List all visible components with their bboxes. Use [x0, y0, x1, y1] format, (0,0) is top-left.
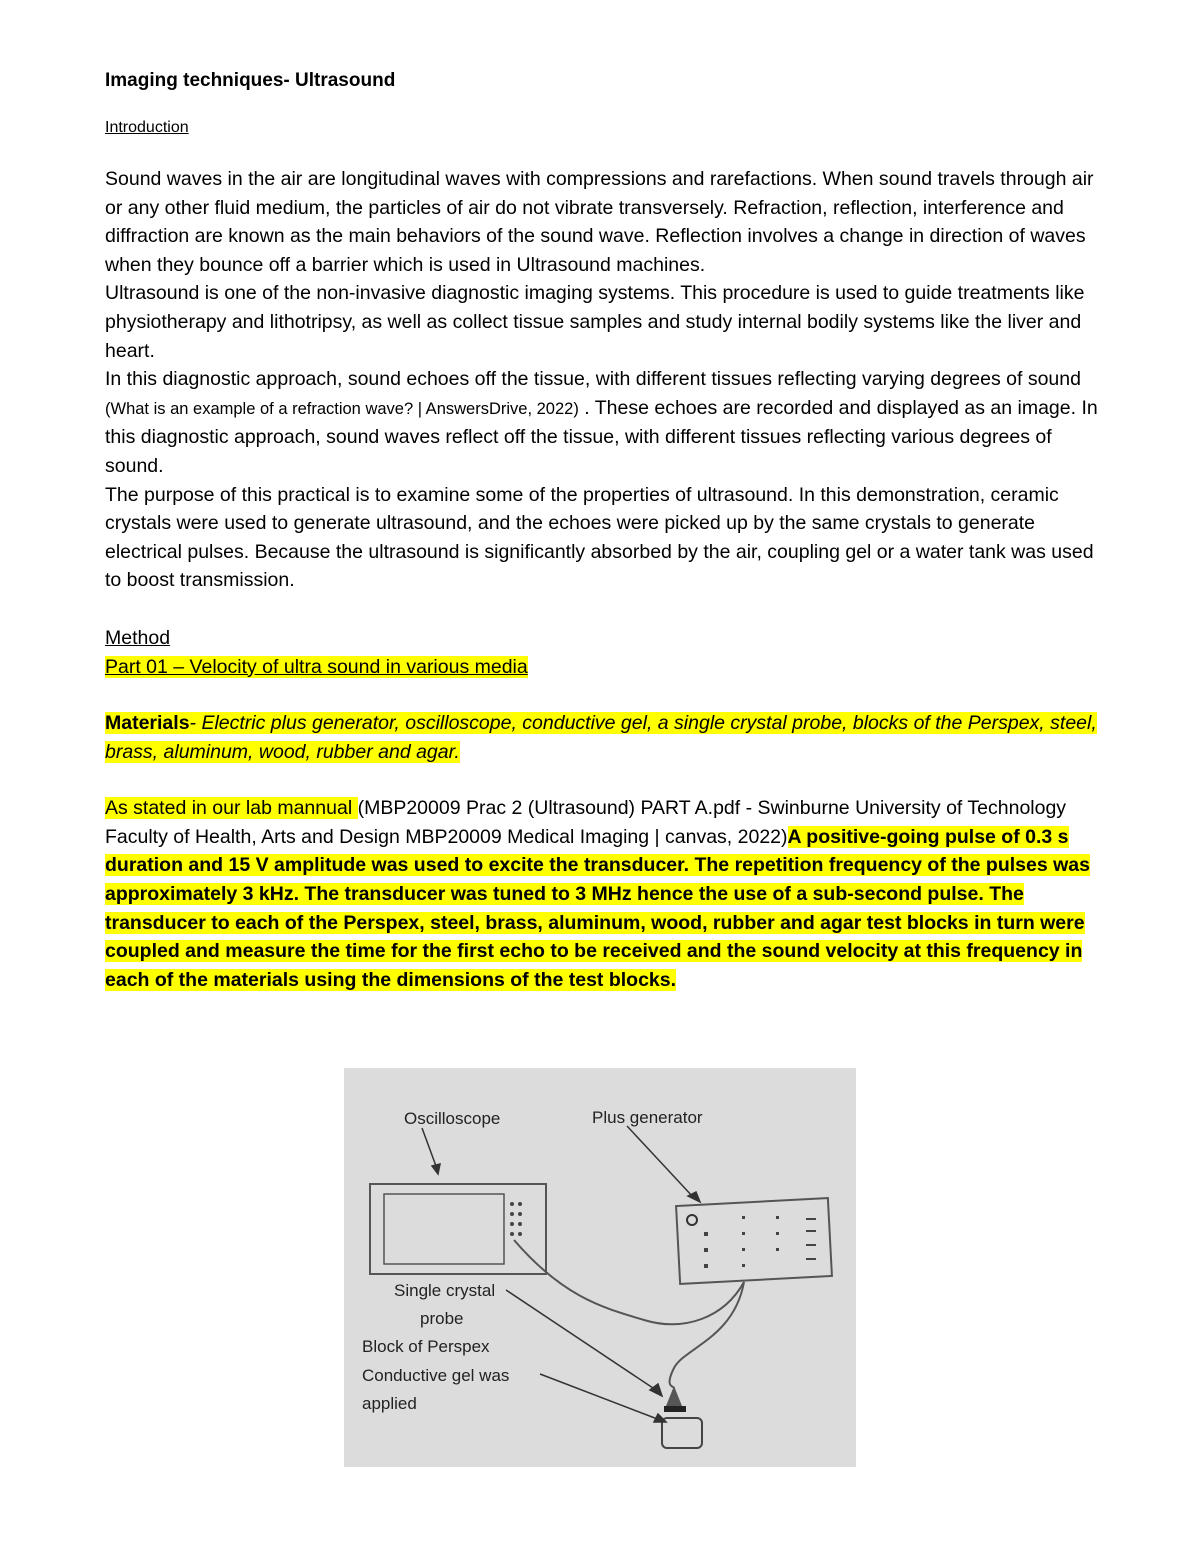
generator-outline: [676, 1198, 832, 1284]
intro-paragraph-3-text-a: In this diagnostic approach, sound echoes off the tissue, with different tissues reflecting varying degrees of sound: [105, 368, 1081, 391]
generator-knobs: [704, 1216, 816, 1268]
label-gel-line-2: applied: [362, 1394, 417, 1413]
label-oscilloscope: Oscilloscope: [404, 1109, 501, 1128]
perspex-block: [662, 1418, 702, 1448]
method-heading: Method: [105, 626, 171, 649]
intro-paragraph-3-text-b: . These echoes are recorded and displayed as an image. In this diagnostic approach, sound waves reflect off the tissue, with different tissues reflecting various degrees of sound.: [105, 396, 1098, 477]
introduction-body: [105, 165, 1105, 595]
probe-icon: [666, 1386, 682, 1406]
apparatus-drawing: [344, 1068, 856, 1467]
materials-paragraph: [105, 709, 1105, 766]
intro-paragraph-4: The purpose of this practical is to examine some of the properties of ultrasound. In this demonstration, ceramic crystals were used to generate ultrasound, and the echoes were picked up by the same crystals to generate electrical pulses. Because the ultrasound is significantly absorbed by the air, coupling gel or a water tank was used to boost transmission.: [105, 483, 1094, 592]
label-probe-line-1: Single crystal: [394, 1281, 496, 1300]
part01-heading: Part 01 – Velocity of ultra sound in various media: [105, 655, 528, 678]
oscilloscope-knobs: [510, 1202, 522, 1236]
label-block: Block of Perspex: [362, 1337, 490, 1356]
oscilloscope-screen: [384, 1194, 504, 1264]
label-generator: Plus generator: [592, 1108, 703, 1127]
label-gel-line-1: Conductive gel was: [362, 1366, 510, 1385]
oscilloscope-outline: [370, 1184, 546, 1274]
citation-lab-manual: (MBP20009 Prac 2 (Ultrasound) PART A.pdf - Swinburne University of Technology Faculty of Health, Arts and Design MBP20009 Medical Imaging | canvas, 2022): [105, 797, 1067, 848]
gel-layer: [664, 1406, 686, 1412]
lab-manual-paragraph: [105, 794, 1105, 994]
materials-list: - Electric plus generator, oscilloscope, conductive gel, a single crystal probe, blocks of the Perspex, steel, brass, aluminum, wood, rubber and agar.: [105, 712, 1097, 763]
apparatus-sketch: [344, 1068, 856, 1467]
label-probe-line-2: probe: [420, 1309, 464, 1328]
lab-manual-procedure: A positive-going pulse of 0.3 s duration and 15 V amplitude was used to excite the transducer. The repetition frequency of the pulses was approximately 3 kHz. The transducer was tuned to 3 MHz hence the use of a sub-second pulse. The transducer to each of the Perspex, steel, brass, aluminum, wood, rubber and agar test blocks in turn were coupled and measure the time for the first echo to be received and the sound velocity at this frequency in each of the materials using the dimensions of the test blocks.: [105, 825, 1090, 991]
generator-dial: [687, 1215, 697, 1225]
intro-paragraph-2: Ultrasound is one of the non-invasive diagnostic imaging systems. This procedure is used to guide treatments like physiotherapy and lithotripsy, as well as collect tissue samples and study internal bodily systems like the liver and heart.: [105, 282, 1085, 362]
document-page: [105, 70, 1105, 994]
document-title: Imaging techniques- Ultrasound: [105, 70, 396, 91]
introduction-heading: Introduction: [105, 119, 189, 136]
part01-heading-line: [105, 653, 1105, 682]
materials-label: Materials: [105, 712, 190, 735]
intro-paragraph-1: Sound waves in the air are longitudinal waves with compressions and rarefactions. When sound travels through air or any other fluid medium, the particles of air do not vibrate transversely. Refraction, reflection, interference and diffraction are known as the main behaviors of the sound wave. Reflection involves a change in direction of waves when they bounce off a barrier which is used in Ultrasound machines.: [105, 168, 1094, 276]
lab-manual-prefix: As stated in our lab mannual: [105, 797, 358, 820]
citation-answersdrive: (What is an example of a refraction wave? | AnswersDrive, 2022): [105, 399, 579, 418]
intro-paragraph-3: [105, 365, 1105, 480]
